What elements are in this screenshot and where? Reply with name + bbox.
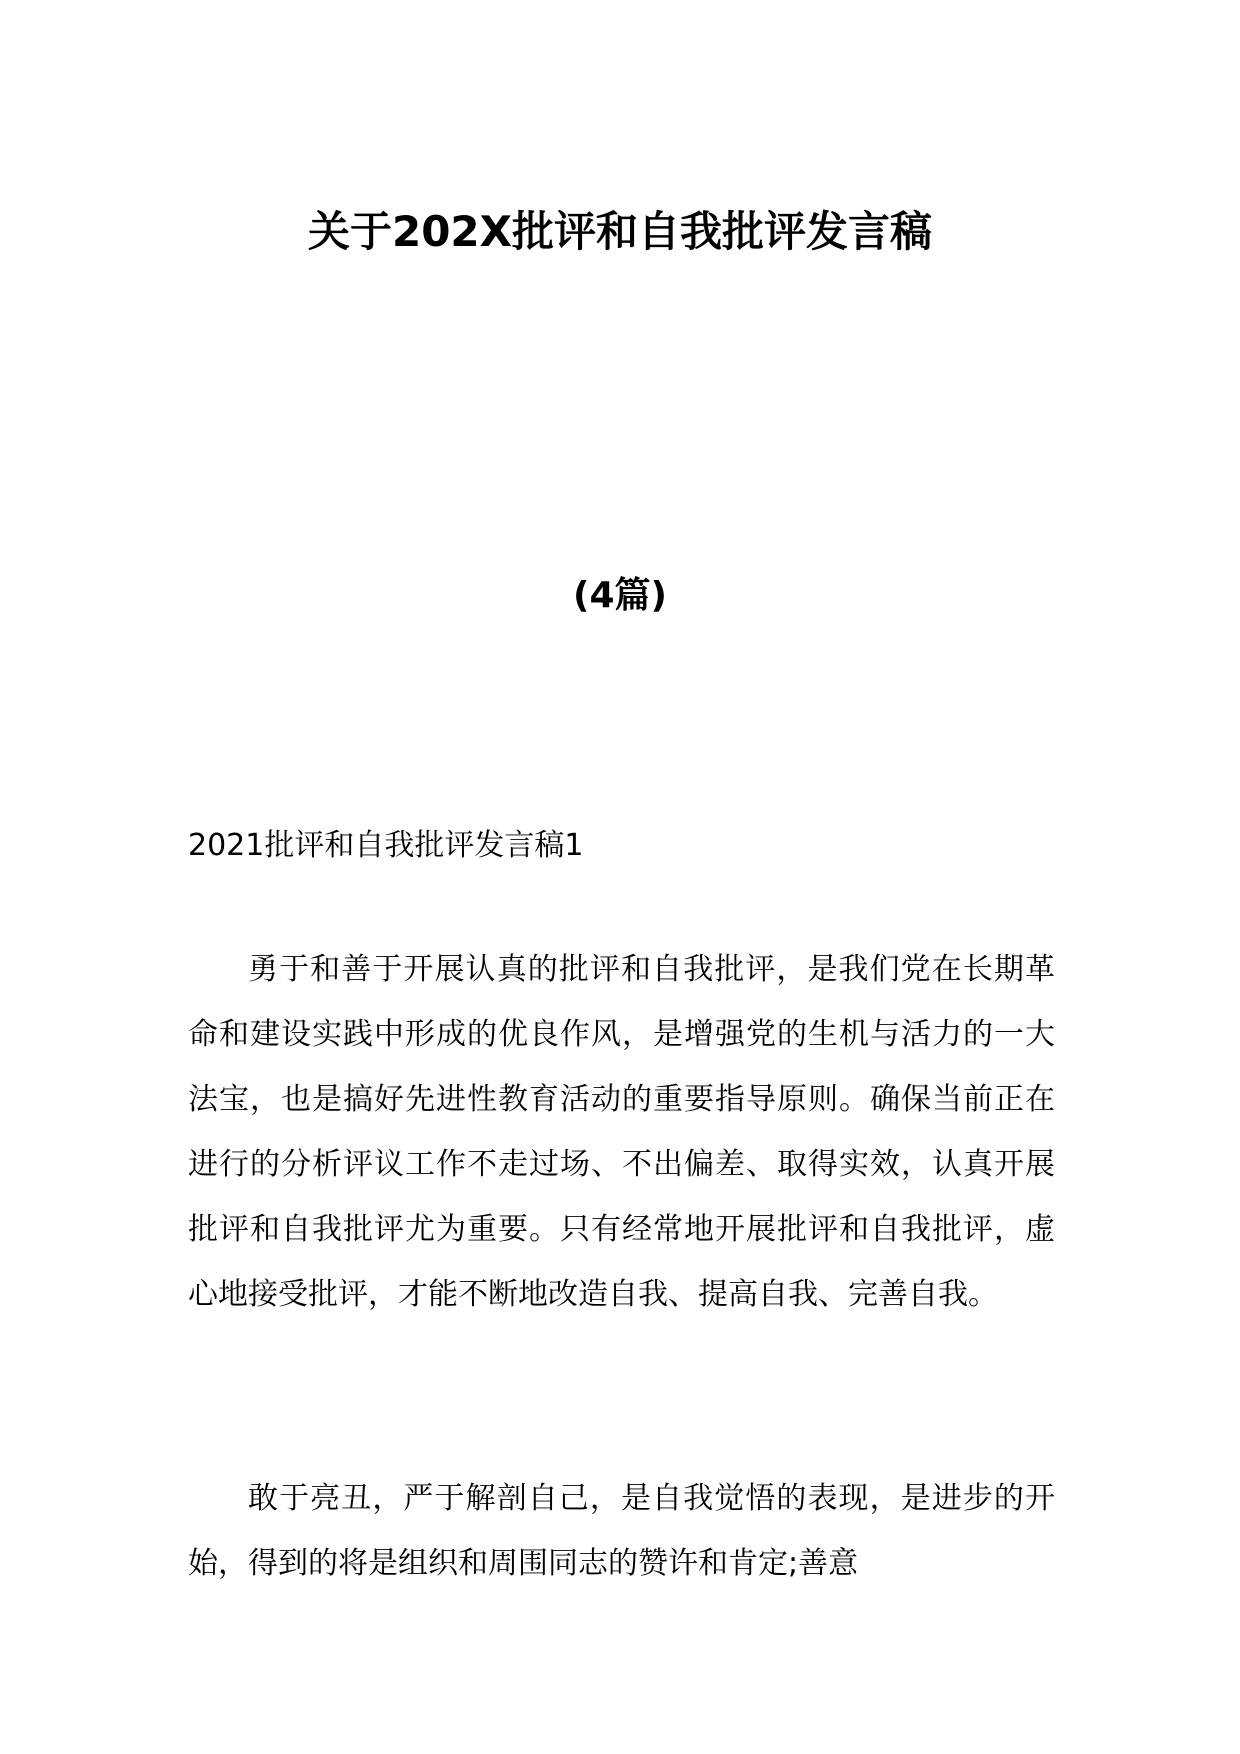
body-paragraph-1: 勇于和善于开展认真的批评和自我批评，是我们党在长期革命和建设实践中形成的优良作风，是增强党的生机与活力的一大法宝，也是搞好先进性教育活动的重要指导原则。确保当前正在进行的分析评议工作不走过场、不出偏差、取得实效，认真开展批评和自我批评尤为重要。只有经常地开展批评和自我批评，虚心地接受批评，才能不断地改造自我、提高自我、完善自我。: [188, 952, 1055, 1312]
body-paragraph-2: 敢于亮丑，严于解剖自己，是自我觉悟的表现，是进步的开始，得到的将是组织和周围同志的赞许和肯定;善意: [188, 1481, 1055, 1581]
document-subtitle: (4篇): [573, 575, 667, 616]
document-title: 关于202X批评和自我批评发言稿: [307, 207, 933, 256]
section-heading: 2021批评和自我批评发言稿1: [188, 828, 584, 863]
